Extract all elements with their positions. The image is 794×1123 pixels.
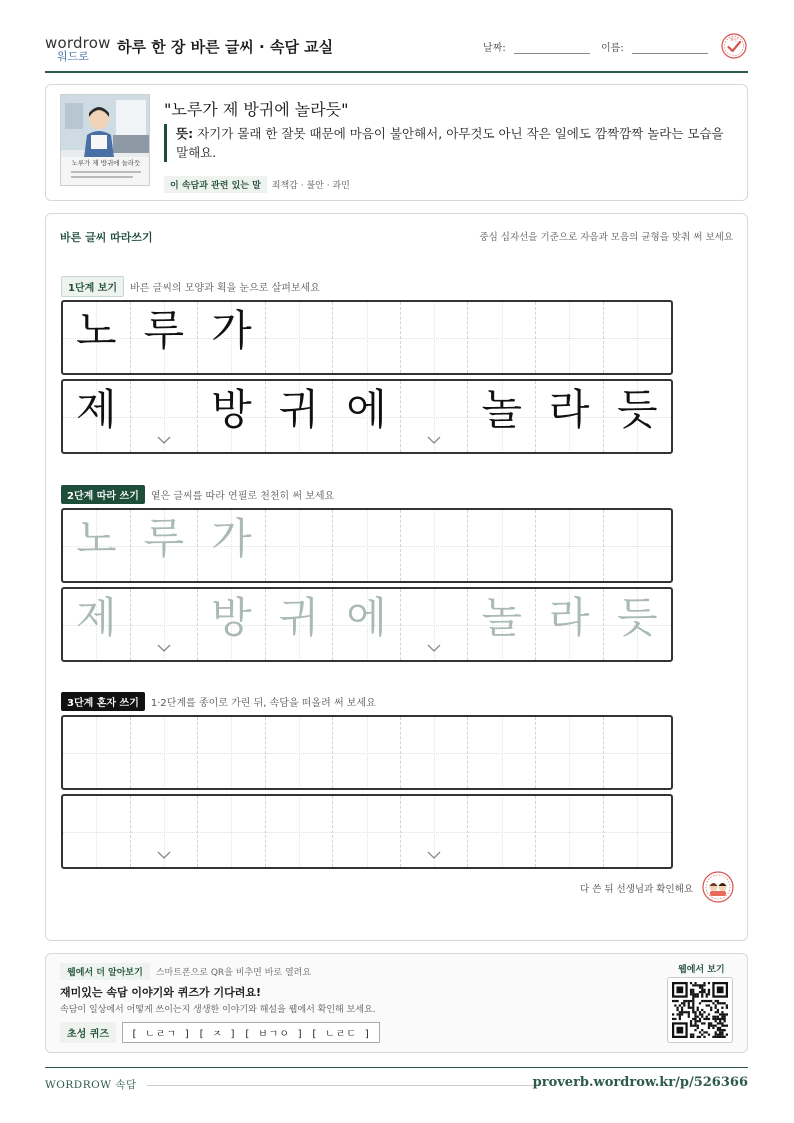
name-line[interactable] — [632, 44, 708, 54]
grid-step2-row2[interactable] — [61, 587, 673, 662]
quiz-answer: [ ㄴㄹㄱ ] [ ㅈ ] [ ㅂㄱㅇ ] [ ㄴㄹㄷ ] — [122, 1022, 380, 1043]
grid-cell[interactable] — [131, 589, 199, 660]
step3-badge: 3단계 혼자 쓰기 — [61, 692, 145, 711]
grid-char: 제 — [75, 385, 117, 434]
date-field — [483, 39, 590, 54]
grid-char: 노 — [75, 306, 117, 355]
step1-hint: 바른 글씨의 모양과 획을 눈으로 살펴보세요 — [130, 283, 320, 294]
meaning-text: 자기가 몰래 한 잘못 때문에 마음이 불안해서, 아무것도 아닌 작은 일에도 깜짝깜짝 놀라는 모습을 말해요. — [176, 126, 724, 160]
grid-cell[interactable] — [266, 589, 334, 660]
grid-step3-row2[interactable] — [61, 794, 673, 869]
grid-char: 놀 — [481, 593, 522, 642]
grid-cell[interactable] — [536, 589, 604, 660]
space-mark-icon — [157, 644, 171, 652]
grid-cell — [198, 302, 266, 373]
grid-cell[interactable] — [468, 510, 536, 581]
grid-cell[interactable] — [401, 510, 469, 581]
grid-cell — [266, 302, 334, 373]
grid-char: 듯 — [616, 593, 658, 642]
grid-cell — [604, 381, 672, 452]
name-label: 이름: — [601, 43, 624, 54]
grid-cell[interactable] — [333, 796, 401, 867]
grid-cell — [63, 381, 131, 452]
grid-cell[interactable] — [63, 717, 131, 788]
page-title: 하루 한 장 바른 글씨 · 속담 교실 — [117, 38, 334, 56]
space-mark-icon — [427, 644, 441, 652]
space-mark-icon — [157, 436, 171, 444]
grid-cell[interactable] — [468, 717, 536, 788]
space-mark-icon — [427, 851, 441, 859]
page-header — [45, 30, 748, 73]
step1-label — [61, 276, 320, 297]
proverb-meaning — [164, 124, 732, 162]
teacher-note: 다 쓴 뒤 선생님과 확인해요 — [579, 884, 693, 895]
grid-char: 귀 — [278, 593, 320, 642]
grid-cell[interactable] — [536, 510, 604, 581]
space-mark-icon — [157, 851, 171, 859]
grid-cell[interactable] — [604, 510, 672, 581]
grid-cell — [198, 381, 266, 452]
initial-quiz — [60, 1022, 380, 1043]
web-tag-row — [60, 963, 311, 980]
grid-cell[interactable] — [468, 796, 536, 867]
check-stamp-icon — [721, 33, 747, 59]
grid-char: 방 — [211, 593, 252, 642]
grid-cell — [401, 302, 469, 373]
proverb-title: "노루가 제 방귀에 놀라듯" — [164, 100, 349, 119]
proverb-illustration — [60, 94, 150, 186]
date-line[interactable] — [514, 44, 590, 54]
grid-cell[interactable] — [401, 589, 469, 660]
grid-cell — [266, 381, 334, 452]
grid-char: 노 — [75, 514, 117, 563]
web-description: 속담이 일상에서 어떻게 쓰이는지 생생한 이야기와 해설을 웹에서 확인해 보세요. — [60, 1005, 376, 1015]
grid-cell[interactable] — [63, 510, 131, 581]
grid-char: 에 — [346, 593, 387, 642]
teacher-stamp-icon — [702, 871, 734, 903]
date-label: 날짜: — [483, 43, 506, 54]
grid-cell — [131, 302, 199, 373]
logo-text: wordrow — [45, 34, 111, 52]
grid-cell — [468, 381, 536, 452]
grid-cell — [536, 381, 604, 452]
grid-cell[interactable] — [333, 717, 401, 788]
grid-cell[interactable] — [266, 717, 334, 788]
step3-hint: 1·2단계를 종이로 가린 뒤, 속담을 떠올려 써 보세요 — [150, 698, 376, 709]
practice-hint: 중심 십자선을 기준으로 자음과 모음의 균형을 맞춰 써 보세요 — [479, 232, 733, 243]
grid-cell — [401, 381, 469, 452]
grid-char: 라 — [548, 385, 590, 434]
grid-cell — [604, 302, 672, 373]
grid-char: 루 — [143, 306, 185, 355]
grid-cell[interactable] — [604, 717, 672, 788]
grid-cell — [468, 302, 536, 373]
grid-char: 가 — [211, 306, 252, 355]
grid-cell[interactable] — [198, 717, 266, 788]
practice-title: 바른 글씨 따라쓰기 — [60, 231, 153, 244]
related-words-text: 죄책감 · 불안 · 과민 — [271, 181, 350, 191]
web-heading: 재미있는 속담 이야기와 퀴즈가 기다려요! — [60, 986, 261, 999]
grid-cell[interactable] — [63, 796, 131, 867]
thumb-caption: 노루가 제 방귀에 놀라듯 — [71, 159, 141, 167]
grid-cell[interactable] — [401, 796, 469, 867]
grid-step1-row2 — [61, 379, 673, 454]
grid-cell — [131, 381, 199, 452]
space-mark-icon — [427, 436, 441, 444]
related-words — [164, 176, 350, 193]
grid-cell — [333, 302, 401, 373]
grid-char: 놀 — [481, 385, 522, 434]
grid-cell[interactable] — [63, 589, 131, 660]
grid-char: 제 — [75, 593, 117, 642]
quiz-label: 초성 퀴즈 — [60, 1022, 116, 1043]
proverb-card — [45, 84, 748, 201]
grid-cell[interactable] — [468, 589, 536, 660]
grid-cell — [536, 302, 604, 373]
page-footer — [45, 1067, 748, 1091]
step2-badge: 2단계 따라 쓰기 — [61, 485, 145, 504]
practice-section — [45, 213, 748, 941]
grid-cell[interactable] — [266, 796, 334, 867]
qr-code-icon — [672, 982, 728, 1038]
grid-cell[interactable] — [198, 510, 266, 581]
web-section — [45, 953, 748, 1053]
check-stamp-label: 확인 — [730, 37, 738, 42]
grid-cell[interactable] — [131, 510, 199, 581]
wordrow-logo — [45, 34, 109, 62]
grid-char: 방 — [211, 385, 252, 434]
step3-label — [61, 692, 376, 711]
grid-cell[interactable] — [536, 717, 604, 788]
grid-cell[interactable] — [198, 589, 266, 660]
grid-cell — [63, 302, 131, 373]
grid-cell[interactable] — [131, 717, 199, 788]
grid-cell[interactable] — [333, 510, 401, 581]
grid-char: 루 — [143, 514, 185, 563]
grid-cell — [333, 381, 401, 452]
grid-step2-row1[interactable] — [61, 508, 673, 583]
name-field — [601, 39, 708, 54]
grid-cell[interactable] — [131, 796, 199, 867]
qr-code[interactable] — [667, 977, 733, 1043]
step2-label — [61, 485, 334, 504]
web-tag-hint: 스마트폰으로 QR을 비추면 바로 열려요 — [155, 968, 312, 978]
grid-char: 듯 — [616, 385, 658, 434]
grid-step1-row1 — [61, 300, 673, 375]
grid-cell[interactable] — [333, 589, 401, 660]
step2-hint: 옅은 글씨를 따라 연필로 천천히 써 보세요 — [150, 491, 335, 502]
qr-label: 웹에서 보기 — [678, 965, 725, 975]
grid-char: 가 — [211, 514, 252, 563]
logo-subtext: 워드로 — [57, 50, 89, 63]
grid-step3-row1[interactable] — [61, 715, 673, 790]
grid-cell[interactable] — [604, 589, 672, 660]
step1-badge: 1단계 보기 — [61, 276, 124, 297]
web-tag: 웹에서 더 알아보기 — [60, 963, 150, 980]
grid-char: 에 — [346, 385, 387, 434]
grid-char: 귀 — [278, 385, 320, 434]
grid-cell[interactable] — [401, 717, 469, 788]
meaning-label: 뜻: — [176, 126, 194, 141]
grid-cell[interactable] — [198, 796, 266, 867]
footer-brand: WORDROW 속담 — [45, 1079, 137, 1091]
related-label: 이 속담과 관련 있는 말 — [164, 176, 267, 193]
grid-cell[interactable] — [536, 796, 604, 867]
footer-url[interactable]: proverb.wordrow.kr/p/526366 — [532, 1075, 748, 1090]
footer-divider — [147, 1085, 539, 1086]
grid-cell[interactable] — [604, 796, 672, 867]
grid-cell[interactable] — [266, 510, 334, 581]
grid-char: 라 — [548, 593, 590, 642]
